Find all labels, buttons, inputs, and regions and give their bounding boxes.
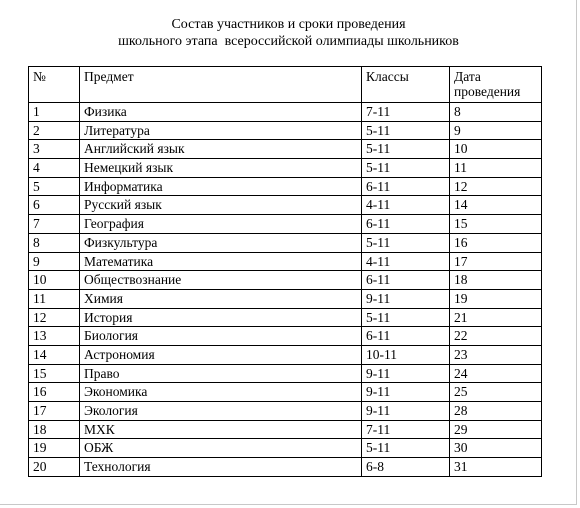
- cell-date: 24: [450, 364, 542, 383]
- cell-subject: Литература: [80, 121, 362, 140]
- table-row: [29, 402, 542, 421]
- cell-subject: Экология: [80, 402, 362, 421]
- cell-subject: Математика: [80, 252, 362, 271]
- cell-subject: Немецкий язык: [80, 159, 362, 178]
- cell-number: 20: [29, 458, 80, 477]
- cell-date: 28: [450, 402, 542, 421]
- cell-subject: Английский язык: [80, 140, 362, 159]
- cell-subject: Физкультура: [80, 233, 362, 252]
- title-line-1: Состав участников и сроки проведения: [171, 17, 406, 32]
- cell-date: 11: [450, 159, 542, 178]
- cell-number: 4: [29, 159, 80, 178]
- cell-grades: 4-11: [362, 196, 450, 215]
- table-row: [29, 327, 542, 346]
- cell-grades: 6-11: [362, 271, 450, 290]
- table-row: [29, 177, 542, 196]
- cell-number: 18: [29, 420, 80, 439]
- cell-grades: 7-11: [362, 103, 450, 122]
- header-row: [29, 67, 542, 103]
- cell-date: 19: [450, 289, 542, 308]
- cell-grades: 5-11: [362, 439, 450, 458]
- cell-number: 17: [29, 402, 80, 421]
- cell-grades: 6-11: [362, 177, 450, 196]
- cell-grades: 9-11: [362, 402, 450, 421]
- cell-subject: Экономика: [80, 383, 362, 402]
- cell-subject: География: [80, 215, 362, 234]
- cell-grades: 5-11: [362, 140, 450, 159]
- table-row: [29, 252, 542, 271]
- document-title: [0, 16, 577, 50]
- cell-grades: 9-11: [362, 364, 450, 383]
- cell-subject: Технология: [80, 458, 362, 477]
- cell-number: 13: [29, 327, 80, 346]
- table-row: [29, 271, 542, 290]
- cell-subject: ОБЖ: [80, 439, 362, 458]
- cell-subject: Русский язык: [80, 196, 362, 215]
- cell-number: 2: [29, 121, 80, 140]
- table-header: [29, 67, 542, 103]
- header-grades: Классы: [362, 67, 450, 103]
- cell-number: 6: [29, 196, 80, 215]
- cell-date: 16: [450, 233, 542, 252]
- table-row: [29, 121, 542, 140]
- cell-number: 5: [29, 177, 80, 196]
- table-row: [29, 215, 542, 234]
- cell-subject: Информатика: [80, 177, 362, 196]
- cell-subject: История: [80, 308, 362, 327]
- cell-date: 15: [450, 215, 542, 234]
- cell-date: 22: [450, 327, 542, 346]
- table-row: [29, 103, 542, 122]
- cell-date: 29: [450, 420, 542, 439]
- cell-number: 12: [29, 308, 80, 327]
- cell-date: 18: [450, 271, 542, 290]
- header-subject: Предмет: [80, 67, 362, 103]
- cell-grades: 5-11: [362, 159, 450, 178]
- cell-date: 21: [450, 308, 542, 327]
- table-row: [29, 159, 542, 178]
- table-row: [29, 364, 542, 383]
- cell-date: 9: [450, 121, 542, 140]
- cell-number: 3: [29, 140, 80, 159]
- cell-subject: Физика: [80, 103, 362, 122]
- cell-date: 30: [450, 439, 542, 458]
- cell-date: 12: [450, 177, 542, 196]
- cell-subject: МХК: [80, 420, 362, 439]
- cell-grades: 4-11: [362, 252, 450, 271]
- cell-date: 17: [450, 252, 542, 271]
- table-row: [29, 308, 542, 327]
- cell-grades: 5-11: [362, 233, 450, 252]
- table-body: [29, 103, 542, 477]
- cell-date: 8: [450, 103, 542, 122]
- cell-number: 15: [29, 364, 80, 383]
- table-row: [29, 233, 542, 252]
- cell-grades: 6-11: [362, 215, 450, 234]
- cell-grades: 9-11: [362, 289, 450, 308]
- table-row: [29, 439, 542, 458]
- title-line-2: школьного этапа всероссийской олимпиады школьников: [118, 34, 459, 49]
- cell-number: 10: [29, 271, 80, 290]
- cell-number: 16: [29, 383, 80, 402]
- cell-grades: 9-11: [362, 383, 450, 402]
- cell-number: 1: [29, 103, 80, 122]
- cell-grades: 5-11: [362, 308, 450, 327]
- cell-date: 10: [450, 140, 542, 159]
- cell-date: 23: [450, 345, 542, 364]
- cell-number: 9: [29, 252, 80, 271]
- cell-subject: Право: [80, 364, 362, 383]
- cell-date: 25: [450, 383, 542, 402]
- header-date: Дата проведения: [450, 67, 542, 103]
- cell-number: 7: [29, 215, 80, 234]
- cell-grades: 6-8: [362, 458, 450, 477]
- cell-number: 8: [29, 233, 80, 252]
- header-number: №: [29, 67, 80, 103]
- cell-subject: Химия: [80, 289, 362, 308]
- table-row: [29, 383, 542, 402]
- cell-number: 14: [29, 345, 80, 364]
- cell-subject: Биология: [80, 327, 362, 346]
- cell-subject: Астрономия: [80, 345, 362, 364]
- cell-number: 11: [29, 289, 80, 308]
- olympiad-schedule-table: [28, 66, 542, 477]
- table-row: [29, 140, 542, 159]
- table-row: [29, 420, 542, 439]
- cell-grades: 5-11: [362, 121, 450, 140]
- cell-subject: Обществознание: [80, 271, 362, 290]
- cell-grades: 7-11: [362, 420, 450, 439]
- table-row: [29, 345, 542, 364]
- table-row: [29, 458, 542, 477]
- cell-number: 19: [29, 439, 80, 458]
- table-row: [29, 196, 542, 215]
- cell-date: 14: [450, 196, 542, 215]
- cell-date: 31: [450, 458, 542, 477]
- cell-grades: 10-11: [362, 345, 450, 364]
- cell-grades: 6-11: [362, 327, 450, 346]
- table-row: [29, 289, 542, 308]
